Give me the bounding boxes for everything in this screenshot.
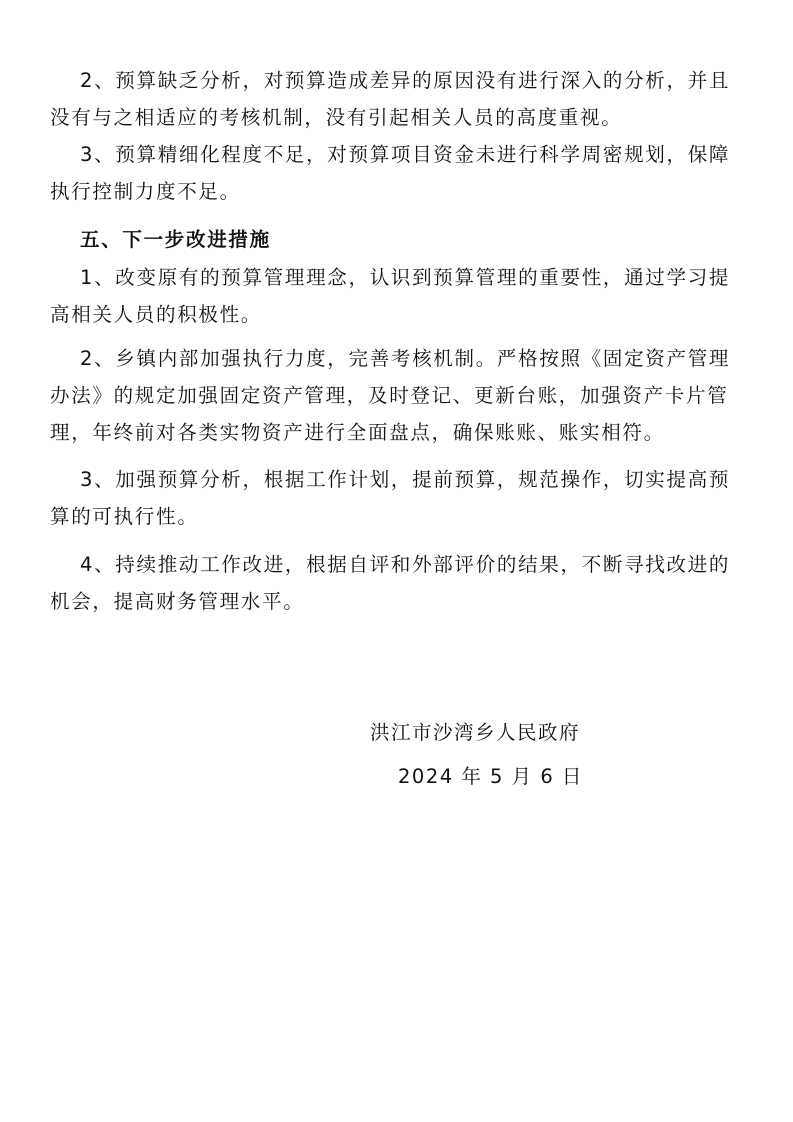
- signature-organization: 洪江市沙湾乡人民政府: [370, 721, 581, 744]
- paragraph-line: 执行控制力度不足。: [50, 180, 241, 203]
- paragraph-budget-refinement: [50, 136, 740, 210]
- paragraph-line: 2、预算缺乏分析，对预算造成差异的原因没有进行深入的分析，并且: [80, 69, 731, 92]
- measure-4: [50, 546, 740, 620]
- measure-2: [50, 340, 740, 451]
- paragraph-line: 2、乡镇内部加强执行力度，完善考核机制。严格按照《固定资产管理: [80, 347, 731, 370]
- paragraph-line: 算的可执行性。: [50, 505, 199, 528]
- paragraph-line: 3、预算精细化程度不足，对预算项目资金未进行科学周密规划，保障: [80, 143, 731, 166]
- paragraph-line: 没有与之相适应的考核机制，没有引起相关人员的高度重视。: [50, 106, 623, 129]
- paragraph-line: 4、持续推动工作改进，根据自评和外部评价的结果，不断寻找改进的: [80, 553, 731, 576]
- paragraph-line: 办法》的规定加强固定资产管理，及时登记、更新台账，加强资产卡片管: [50, 384, 729, 407]
- section-heading: 五、下一步改进措施: [80, 228, 271, 251]
- paragraph-line: 高相关人员的积极性。: [50, 303, 263, 326]
- paragraph-line: 1、改变原有的预算管理理念，认识到预算管理的重要性，通过学习提: [80, 266, 731, 289]
- measure-1: [50, 259, 740, 333]
- paragraph-line: 理，年终前对各类实物资产进行全面盘点，确保账账、账实相符。: [50, 421, 665, 444]
- measure-3: [50, 461, 740, 535]
- signature-date: 2024 年 5 月 6 日: [398, 765, 583, 788]
- paragraph-budget-analysis: [50, 62, 740, 136]
- paragraph-line: 机会，提高财务管理水平。: [50, 590, 305, 613]
- paragraph-line: 3、加强预算分析，根据工作计划，提前预算，规范操作，切实提高预: [80, 468, 731, 491]
